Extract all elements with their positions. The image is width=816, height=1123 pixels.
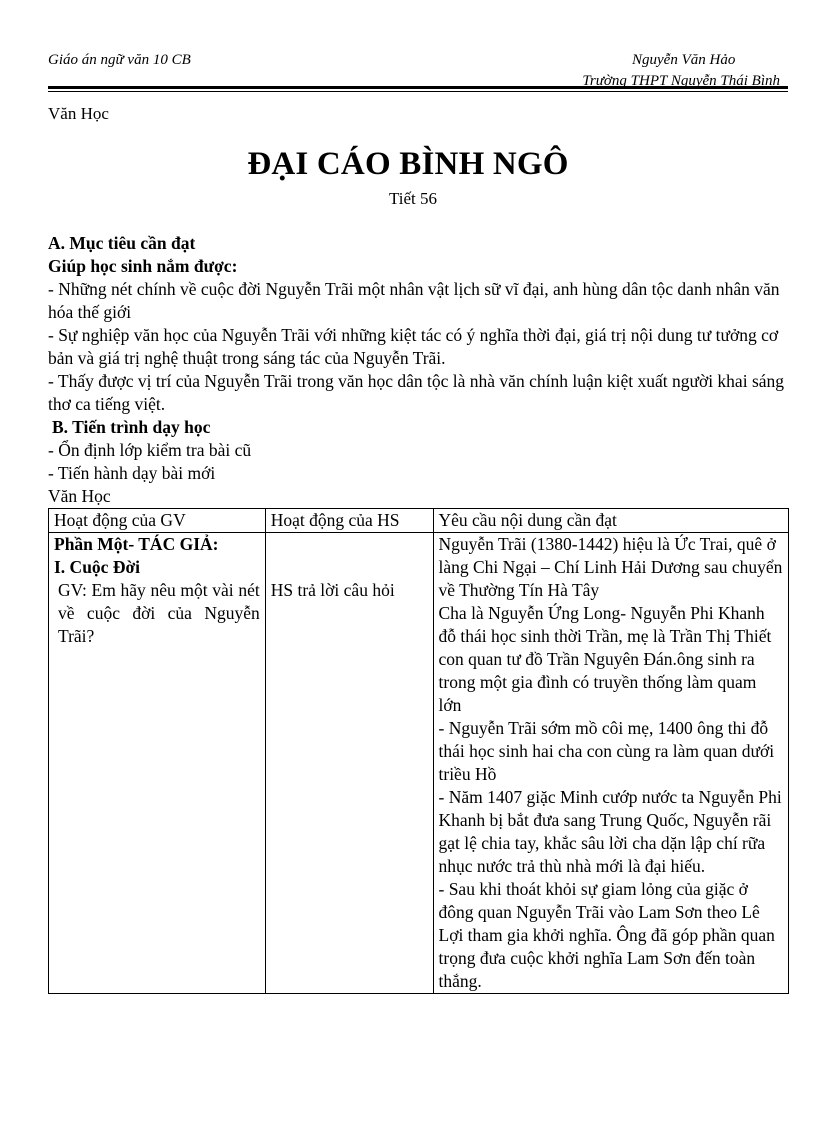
column-header-student: Hoạt động của HS <box>265 509 433 533</box>
section-b-heading: B. Tiến trình dạy học <box>52 417 211 437</box>
objective-item: - Những nét chính về cuộc đời Nguyễn Trãi một nhân vật lịch sữ vĩ đại, anh hùng dân tộc danh nhân văn hóa thế giới <box>48 279 780 322</box>
section-heading: I. Cuộc Đời <box>54 557 141 577</box>
content-paragraph: - Nguyễn Trãi sớm mồ côi mẹ, 1400 ông thi đỗ thái học sinh hai cha con cùng ra làm quan dưới triều Hồ <box>438 718 775 784</box>
document-title: ĐẠI CÁO BÌNH NGÔ <box>247 146 569 182</box>
header-divider <box>48 86 788 92</box>
teacher-activity-cell <box>49 533 266 994</box>
student-activity-cell <box>265 533 433 994</box>
table-header-row <box>49 509 789 533</box>
content-paragraph: Nguyễn Trãi (1380-1442) hiệu là Ức Trai, quê ở làng Chi Ngại – Chí Linh Hải Dương sau chuyển về Thường Tín Hà Tây <box>438 534 783 600</box>
teacher-question: GV: Em hãy nêu một vài nét về cuộc đời của Nguyễn Trãi? <box>58 580 260 646</box>
content-paragraph: Cha là Nguyễn Ứng Long- Nguyễn Phi Khanh đỗ thái học sinh thời Trần, mẹ là Trần Thị Thiết con quan tư đồ Trần Nguyên Đán.ông sinh ra trong một gia đình có truyền thống làm quam lớn <box>438 603 772 715</box>
content-paragraph: - Sau khi thoát khỏi sự giam lỏng của giặc ở đông quan Nguyễn Trãi vào Lam Sơn theo Lê Lợi tham gia khởi nghĩa. Ông đã góp phần quan trọng đưa cuộc khởi nghĩa Lam Sơn đến toàn thắng. <box>438 879 775 991</box>
objective-item: - Thấy được vị trí của Nguyễn Trãi trong văn học dân tộc là nhà văn chính luận kiệt xuất người khai sáng thơ ca tiếng việt. <box>48 371 785 414</box>
document-body <box>48 232 790 508</box>
part-heading: Phần Một- TÁC GIẢ: <box>54 534 219 554</box>
header-author: Nguyễn Văn Hảo <box>632 52 736 68</box>
lesson-number: Tiết 56 <box>388 189 438 208</box>
content-paragraph: - Năm 1407 giặc Minh cướp nước ta Nguyễn Phi Khanh bị bắt đưa sang Trung Quốc, Nguyễn rãi gạt lệ chia tay, khắc sâu lời cha dặn lập chí rữa nhục nước trả thù nhà mới là đại hiếu. <box>438 787 782 876</box>
objective-item: - Sự nghiệp văn học của Nguyễn Trãi với những kiệt tác có ý nghĩa thời đại, giá trị nội dung tư tưởng cơ bản và giá trị nghệ thuật trong sáng tác của Nguyễn Trãi. <box>48 325 779 368</box>
section-a-heading: A. Mục tiêu cần đạt <box>48 233 196 253</box>
column-header-teacher: Hoạt động của GV <box>49 509 266 533</box>
content-requirement-cell <box>433 533 789 994</box>
header-course-title: Giáo án ngữ văn 10 CB <box>48 52 191 68</box>
student-response: HS trả lời câu hỏi <box>270 580 395 600</box>
table-subject-label: Văn Học <box>48 486 111 506</box>
header-school: Trường THPT Nguyễn Thái Bình <box>582 73 780 89</box>
section-a-subheading: Giúp học sinh nắm được: <box>48 256 238 276</box>
process-item: - Tiến hành dạy bài mới <box>48 463 216 483</box>
column-header-content: Yêu cầu nội dung cần đạt <box>433 509 789 533</box>
process-item: - Ổn định lớp kiểm tra bài cũ <box>48 440 252 460</box>
subject-label: Văn Học <box>48 104 109 123</box>
table-row <box>49 533 789 994</box>
lesson-plan-table <box>48 508 789 994</box>
